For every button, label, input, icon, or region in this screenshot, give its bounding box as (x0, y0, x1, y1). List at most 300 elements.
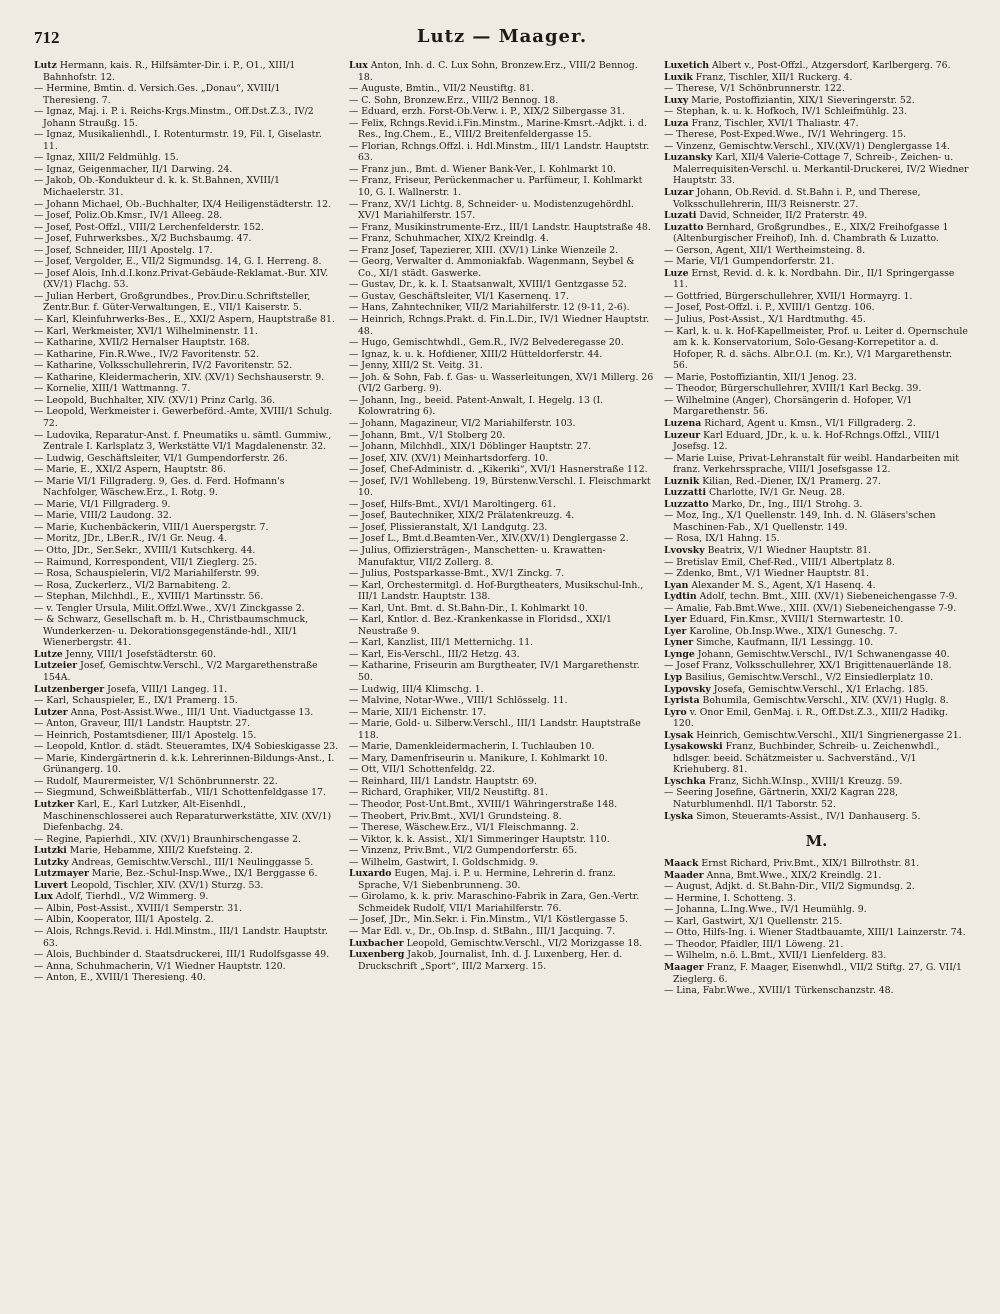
directory-entry (349, 938, 654, 950)
entry-details: — Karl, Kleinfuhrwerks-Bes., E., XXI/2 Aspern, Hauptstraße 81. (34, 314, 335, 326)
directory-entry (34, 707, 339, 719)
directory-entry (34, 660, 339, 683)
entry-details: Eduard, Fin.Kmsr., XVIII/1 Sternwartestr. 10. (686, 614, 904, 626)
entry-details: — Albin, Post-Assist., XVIII/1 Semperstr. 31. (34, 902, 243, 914)
entry-details: — Joh. & Sohn, Fab. f. Gas- u. Wasserleitungen, XV/1 Millerg. 26 (VI/2 Garberg. 9). (349, 371, 654, 395)
entry-details: — Lina, Fabr.Wwe., XVIII/1 Türkenschanzstr. 48. (664, 985, 894, 997)
entry-details: — Karl, Kanzlist, III/1 Metternichg. 11. (349, 637, 534, 649)
directory-entry (664, 187, 969, 210)
entry-details: Ernst, Revid. d. k. k. Nordbahn. Dir., II/1 Springergasse 11. (673, 267, 955, 291)
entry-details: — Alois, Rchngs.Revid. i. Hdl.Minstm., III/1 Landstr. Hauptstr. 63. (34, 926, 328, 949)
entry-details: — Ignaz, k. u. k. Hofdiener, XIII/2 Hütteldorferstr. 44. (349, 348, 603, 360)
entry-details: Basilius, Gemischtw.Verschl., V/2 Einsiedlerplatz 10. (682, 671, 934, 683)
entry-details: Charlotte, IV/1 Gr. Neug. 28. (706, 487, 845, 499)
entry-details: — Julius, Post-Assist., X/1 Hardtmuthg. 45. (664, 314, 866, 326)
directory-entry (34, 106, 339, 129)
entry-details: — Ludwig, III/4 Klimschg. 1. (349, 683, 484, 695)
directory-entry (349, 868, 654, 891)
directory-entry (34, 891, 339, 903)
entry-details: — Rosa, Schauspielerin, VI/2 Mariahilferstr. 99. (34, 568, 260, 580)
directory-entry (34, 903, 339, 915)
directory-entry (664, 950, 969, 962)
directory-entry (349, 279, 654, 291)
directory-entry (664, 395, 969, 418)
directory-entry (34, 83, 339, 106)
directory-entry (664, 152, 969, 187)
entry-details: — Wilhelmine (Anger), Chorsängerin d. Hofoper, V/1 Margarethenstr. 56. (664, 394, 913, 418)
entry-surname: Lynge (664, 648, 695, 660)
directory-entry (349, 360, 654, 372)
entry-details: — Karl, Unt. Bmt. d. St.Bahn-Dir., I. Kohlmarkt 10. (349, 602, 588, 614)
entry-details: — Leopold, Kntlor. d. städt. Steueramtes, IX/4 Sobieskigasse 23. (34, 741, 339, 753)
entry-details: Jenny, VIII/1 Josefstädterstr. 60. (62, 648, 216, 660)
directory-entry (664, 858, 969, 870)
directory-entry (664, 939, 969, 951)
directory-entry (349, 175, 654, 198)
directory-entry (34, 972, 339, 984)
directory-entry (664, 962, 969, 985)
entry-surname: Lutzky (34, 856, 69, 868)
entry-details: — Zdenko, Bmt., V/1 Wiedner Hauptstr. 81. (664, 568, 869, 580)
entry-details: — Johann, Magazineur, VI/2 Mariahilferstr. 103. (349, 417, 576, 429)
directory-entry (349, 141, 654, 164)
column-1 (34, 60, 339, 1300)
entry-details: — Josef, Poliz.Ob.Kmsr., IV/1 Alleeg. 28. (34, 210, 223, 222)
entry-surname: Lutzeier (34, 660, 78, 672)
directory-entry (34, 961, 339, 973)
entry-details: — Vinzenz, Gemischtw.Verschl., XIV.(XV/1) Denglergasse 14. (664, 140, 950, 152)
entry-details: — Karl, Schauspieler, E., IX/1 Pramerg. 15. (34, 695, 238, 707)
directory-entry (664, 245, 969, 257)
entry-details: — Josef, Plissieranstalt, X/1 Landgutg. 23. (349, 521, 548, 533)
directory-entry (349, 603, 654, 615)
directory-entry (34, 845, 339, 857)
directory-entry (34, 730, 339, 742)
entry-surname: Lysakowski (664, 741, 723, 753)
directory-entry (349, 314, 654, 337)
directory-entry (349, 418, 654, 430)
directory-entry (664, 660, 969, 672)
directory-entry (34, 695, 339, 707)
directory-entry (34, 510, 339, 522)
directory-entry (34, 233, 339, 245)
directory-entry (34, 568, 339, 580)
directory-entry (664, 95, 969, 107)
entry-details: David, Schneider, II/2 Praterstr. 49. (696, 210, 868, 222)
entry-surname: Lutze (34, 648, 63, 660)
entry-details: — & Schwarz, Gesellschaft m. b. H., Christbaumschmuck, Wunderkerzen- u. Dekorationsgegenstände-hdl., XII/1 Wienerbergstr. 41. (34, 614, 309, 649)
entry-details: Marie, Postoffiziantin, XIX/1 Sieveringerstr. 52. (688, 94, 915, 106)
entry-details: — Karl, Kntlor. d. Bez.-Krankenkasse in Floridsd., XXI/1 Neustraße 9. (349, 614, 612, 637)
entry-details: — Julian Herbert, Großgrundbes., Prov.Dir.u.Schriftsteller, Zentr.Bur. f. Güter-Verwaltungen, E., VII/1 Kaiserstr. 5. (34, 290, 311, 314)
directory-entry (664, 106, 969, 118)
directory-entry (34, 476, 339, 499)
entry-details: Adolf, Tierhdl., V/2 Wimmerg. 9. (52, 891, 209, 903)
entry-details: — Franz, Musikinstrumente-Erz., III/1 Landstr. Hauptstraße 48. (349, 221, 651, 233)
directory-entry (664, 510, 969, 533)
directory-entry (664, 614, 969, 626)
entry-details: Johann, Gemischtw.Verschl., IV/1 Schwanengasse 40. (694, 648, 950, 660)
entry-details: — C. Sohn, Bronzew.Erz., VIII/2 Bennog. 18. (349, 94, 559, 106)
entry-details: — Karl, k. u. k. Hof-Kapellmeister, Prof. u. Leiter d. Opernschule am k. k. Konservatorium, Solo-Gesang-Korrepetitor a. d. Hofoper, R. d. sächs. Albr.O.I. (m. Kr.), V/1 Margarethenstr. 56. (664, 325, 968, 372)
entry-details: — Therese, Post-Exped.Wwe., IV/1 Wehringerg. 15. (664, 129, 907, 141)
entry-details: Josefa, VIII/1 Langeg. 11. (104, 683, 228, 695)
entry-details: Johann, Ob.Revid. d. St.Bahn i. P., und Therese, Volksschullehrerin, III/3 Reisnerstr. 27. (673, 187, 921, 210)
directory-entry (34, 591, 339, 603)
entry-details: — Marie, Damenkleidermacherin, I. Tuchlauben 10. (349, 741, 595, 753)
entry-surname: Lyro (664, 706, 687, 718)
entry-surname: Luza (664, 117, 689, 129)
directory-entry (664, 672, 969, 684)
directory-entry (349, 256, 654, 279)
entry-details: Hermann, kais. R., Hilfsämter-Dir. i. P., O1., XIII/1 Bahnhofstr. 12. (43, 60, 296, 83)
entry-details: Franz, Sichh.W.Insp., XVIII/1 Kreuzg. 59. (705, 775, 903, 787)
entry-details: Andreas, Gemischtw.Verschl., III/1 Neulinggasse 5. (68, 856, 314, 868)
directory-entry (349, 118, 654, 141)
entry-surname: Luzzatti (664, 487, 706, 499)
entry-surname: Lutzenberger (34, 683, 105, 695)
directory-entry (349, 637, 654, 649)
entry-details: Bernhard, Großgrundbes., E., XIX/2 Freihofgasse 1 (Altenburgischer Freihof), Inh. d. Chambrath & Luzatto. (673, 221, 949, 245)
entry-surname: Luxbacher (349, 937, 404, 949)
entry-details: — Felix, Rchngs.Revid.i.Fin.Minstm., Marine-Kmsrt.-Adjkt. i. d. Res., Ing.Chem., E., VIII/2 Breitenfeldergasse 15. (349, 117, 647, 141)
directory-entry (664, 487, 969, 499)
directory-entry (34, 383, 339, 395)
directory-entry (349, 453, 654, 465)
directory-entry (664, 268, 969, 291)
directory-entry (664, 533, 969, 545)
entry-details: Anna, Bmt.Wwe., XIX/2 Kreindlg. 21. (703, 869, 882, 881)
entry-details: Marie, Bez.-Schul-Insp.Wwe., IX/1 Berggasse 6. (88, 868, 318, 880)
directory-entry (349, 914, 654, 926)
directory-entry (34, 776, 339, 788)
directory-entry (349, 60, 654, 83)
entry-details: Josef, Gemischtw.Verschl., V/2 Margarethenstraße 154A. (43, 660, 318, 683)
entry-details: — Florian, Rchngs.Offzl. i. Hdl.Minstm., III/1 Landstr. Hauptstr. 63. (349, 140, 650, 164)
directory-entry (664, 383, 969, 395)
entry-details: — Marie, VIII/2 Laudong. 32. (34, 510, 172, 522)
directory-entry (34, 926, 339, 949)
entry-details: — Marie, Gold- u. Silberw.Verschl., III/1 Landstr. Hauptstraße 118. (349, 718, 641, 741)
entry-details: — Johann, Bmt., V/1 Stolberg 20. (349, 429, 506, 441)
directory-entry (34, 614, 339, 649)
directory-entry (34, 545, 339, 557)
directory-entry (664, 695, 969, 707)
entry-details: — Marie Luise, Privat-Lehranstalt für weibl. Handarbeiten mit franz. Verkehrssprache, VIII/1 Josefsgasse 12. (664, 452, 960, 476)
directory-entry (349, 464, 654, 476)
entry-surname: Lvovsky (664, 544, 705, 556)
directory-entry (664, 83, 969, 95)
entry-details: — Josef L., Bmt.d.Beamten-Ver., XIV.(XV/1) Denglergasse 2. (349, 533, 629, 545)
entry-details: — Ignaz, Geigenmacher, II/1 Darwing. 24. (34, 163, 233, 175)
directory-entry (34, 880, 339, 892)
directory-entry (34, 857, 339, 869)
entry-surname: Lyer (664, 625, 687, 637)
entry-details: Franz, F. Maager, Eisenwhdl., VII/2 Stiftg. 27, G. VII/1 Zieglerg. 6. (673, 962, 962, 985)
entry-details: — Seering Josefine, Gärtnerin, XXI/2 Kagran 228, Naturblumenhdl. II/1 Taborstr. 52. (664, 787, 899, 810)
entry-details: — Karl, Eis-Verschl., III/2 Hetzg. 43. (349, 648, 520, 660)
directory-entry (34, 868, 339, 880)
entry-details: Jakob, Journalist, Inh. d. J. Luxenberg, Her. d. Druckschrift „Sport“, III/2 Marxerg. 15. (358, 949, 623, 972)
entry-details: — Josef, XIV. (XV/1) Meinhartsdorferg. 10. (349, 452, 549, 464)
entry-surname: Luxardo (349, 868, 392, 880)
entry-details: Marie, Hebamme, XIII/2 Kuefsteing. 2. (66, 845, 253, 857)
directory-entry (34, 291, 339, 314)
entry-details: — Theobert, Priv.Bmt., XVI/1 Grundsteing. 8. (349, 810, 562, 822)
entry-details: — Stephan, Milchhdl., E., XVIII/1 Martinsstr. 56. (34, 591, 264, 603)
page-header (34, 26, 970, 56)
entry-details: — Gottfried, Bürgerschullehrer, XVII/1 Hormayrg. 1. (664, 290, 913, 302)
entry-details: — Wilhelm, Gastwirt, I. Goldschmidg. 9. (349, 856, 539, 868)
entry-details: — Jenny, XIII/2 St. Veitg. 31. (349, 360, 483, 372)
running-title: Lutz — Maager. (416, 26, 588, 47)
directory-entry (34, 522, 339, 534)
entry-surname: Luxy (664, 94, 689, 106)
directory-entry (349, 845, 654, 857)
entry-details: — Rudolf, Maurermeister, V/1 Schönbrunnerstr. 22. (34, 775, 278, 787)
directory-entry (34, 245, 339, 257)
directory-entry (34, 787, 339, 799)
entry-details: — Viktor, k. k. Assist., XI/1 Simmeringer Hauptstr. 110. (349, 833, 610, 845)
directory-entry (349, 395, 654, 418)
directory-entry (349, 222, 654, 234)
directory-entry (34, 914, 339, 926)
entry-details: — Josef, IV/1 Wohllebeng. 19, Bürstenw.Verschl. I. Fleischmarkt 10. (349, 475, 651, 499)
entry-details: — Amalie, Fab.Bmt.Wwe., XIII. (XV/1) Siebeneichengasse 7-9. (664, 602, 957, 614)
entry-details: — Otto, JDr., Ser.Sekr., XVIII/1 Kutschkerg. 44. (34, 544, 256, 556)
entry-details: Heinrich, Gemischtw.Verschl., XII/1 Singrienergasse 21. (693, 729, 962, 741)
entry-details: Franz, Tischler, XVI/1 Thaliastr. 47. (688, 117, 859, 129)
directory-entry (34, 395, 339, 407)
directory-entry (349, 857, 654, 869)
directory-entry (349, 822, 654, 834)
directory-entry (349, 476, 654, 499)
directory-entry (34, 799, 339, 834)
directory-entry (34, 349, 339, 361)
entry-details: — Rosa, Zuckerlerz., VI/2 Barnabiteng. 2. (34, 579, 231, 591)
directory-entry (349, 811, 654, 823)
entry-details: — Theodor, Pfaidler, III/1 Löweng. 21. (664, 938, 844, 950)
directory-entry (664, 210, 969, 222)
entry-details: — Franz jun., Bmt. d. Wiener Bank-Ver., I. Kohlmarkt 10. (349, 163, 616, 175)
entry-surname: Lutzker (34, 799, 75, 810)
entry-details: — Raimund, Korrespondent, VII/1 Zieglerg. 25. (34, 556, 258, 568)
directory-entry (349, 949, 654, 972)
entry-details: — Wilhelm, n.ö. L.Bmt., XVII/1 Lienfelderg. 83. (664, 950, 887, 962)
entry-details: — Ignaz, Musikalienhdl., I. Rotenturmstr. 19, Fil. I, Giselastr. 11. (34, 129, 322, 152)
directory-entry (349, 233, 654, 245)
directory-entry (664, 256, 969, 268)
directory-entry (664, 314, 969, 326)
directory-entry (34, 649, 339, 661)
entry-details: — v. Tengler Ursula, Milit.Offzl.Wwe., XV/1 Zinckgasse 2. (34, 602, 305, 614)
entry-surname: Luzar (664, 187, 694, 199)
directory-entry (34, 464, 339, 476)
directory-entry (349, 718, 654, 741)
entry-details: Leopold, Gemischtw.Verschl., VI/2 Morizgasse 18. (403, 937, 643, 949)
directory-entry (349, 695, 654, 707)
entry-details: — Leopold, Werkmeister i. Gewerbeförd.-Amte, XVIII/1 Schulg. 72. (34, 406, 333, 429)
directory-entry (34, 406, 339, 429)
directory-entry (349, 649, 654, 661)
entry-details: Ernst Richard, Priv.Bmt., XIX/1 Billrothstr. 81. (698, 858, 920, 870)
entry-details: Anton, Inh. d. C. Lux Sohn, Bronzew.Erz., VIII/2 Bennog. 18. (358, 60, 638, 83)
directory-entry (34, 152, 339, 164)
directory-entry (349, 614, 654, 637)
directory-entry (349, 660, 654, 683)
entry-details: — Jakob, Ob.-Kondukteur d. k. k. St.Bahnen, XVIII/1 Michaelerstr. 31. (34, 175, 280, 199)
directory-entry (34, 741, 339, 753)
directory-entry (34, 453, 339, 465)
entry-surname: Lyska (664, 810, 694, 822)
entry-details: — Auguste, Bmtin., VII/2 Neustiftg. 81. (349, 83, 535, 95)
entry-details: Albert v., Post-Offzl., Atzgersdorf, Karlbergerg. 76. (709, 60, 951, 71)
directory-entry (34, 360, 339, 372)
directory-entry (664, 684, 969, 696)
entry-details: — Heinrich, Postamtsdiener, III/1 Apostelg. 15. (34, 729, 257, 741)
directory-entry (34, 372, 339, 384)
column-2 (349, 60, 654, 1300)
directory-entry (664, 476, 969, 488)
entry-details: — Franz Josef, Tapezierer, XIII. (XV/1) Linke Wienzeile 2. (349, 244, 619, 256)
entry-details: Karoline, Ob.Insp.Wwe., XIX/1 Guneschg. 7. (686, 625, 898, 637)
directory-entry (34, 175, 339, 198)
entry-surname: Luzena (664, 417, 702, 429)
entry-details: — Katharine, Kleidermacherin, XIV. (XV/1) Sechshauserstr. 9. (34, 371, 325, 383)
directory-entry (349, 83, 654, 95)
entry-details: — Therese, V/1 Schönbrunnerstr. 122. (664, 83, 845, 95)
entry-details: — Moritz, JDr., LBer.R., IV/1 Gr. Neug. 4. (34, 533, 228, 545)
entry-details: — Bretislav Emil, Chef-Red., VIII/1 Albertplatz 8. (664, 556, 895, 568)
directory-entry (664, 649, 969, 661)
entry-surname: Luxik (664, 71, 693, 83)
entry-surname: Maader (664, 869, 704, 881)
entry-details: — Josef Franz, Volksschullehrer, XX/1 Brigittenauerlände 18. (664, 660, 952, 672)
entry-details: Simche, Kaufmann, II/1 Lessingg. 10. (693, 637, 874, 649)
directory-entry (664, 118, 969, 130)
directory-entry (349, 926, 654, 938)
entry-surname: Lyan (664, 579, 689, 591)
entry-surname: Luzatto (664, 221, 704, 233)
entry-details: — Marie, Postoffiziantin, XII/1 Jenog. 23. (664, 371, 857, 383)
directory-entry (664, 870, 969, 882)
directory-entry (664, 72, 969, 84)
directory-entry (664, 418, 969, 430)
entry-surname: Lutzki (34, 845, 67, 857)
entry-surname: Lyschka (664, 775, 706, 787)
entry-details: — Leopold, Buchhalter, XIV. (XV/1) Prinz Carlg. 36. (34, 394, 276, 406)
directory-entry (664, 326, 969, 372)
directory-entry (349, 753, 654, 765)
entry-details: — Josef, Schneider, III/1 Apostelg. 17. (34, 244, 213, 256)
entry-details: — Hermine, Bmtin. d. Versich.Ges. „Donau“, XVIII/1 Theresieng. 7. (34, 83, 281, 106)
entry-surname: Lyner (664, 637, 694, 649)
directory-entry (664, 741, 969, 776)
directory-entry (349, 707, 654, 719)
directory-entry (34, 337, 339, 349)
directory-entry (349, 291, 654, 303)
directory-entry (349, 533, 654, 545)
directory-entry (349, 349, 654, 361)
directory-entry (664, 453, 969, 476)
entry-details: Beatrix, V/1 Wiedner Hauptstr. 81. (704, 544, 872, 556)
directory-entry (349, 372, 654, 395)
directory-entry (34, 222, 339, 234)
entry-details: Josefa, Gemischtw.Verschl., X/1 Erlachg. 185. (710, 683, 929, 695)
column-3 (664, 60, 969, 1300)
entry-details: — Josef, Hilfs-Bmt., XVI/1 Maroltingerg. 61. (349, 498, 556, 510)
directory-entry (34, 718, 339, 730)
directory-entry (34, 580, 339, 592)
directory-entry (664, 591, 969, 603)
entry-details: — Malvine, Notar-Wwe., VIII/1 Schlösselg. 11. (349, 695, 568, 707)
directory-entry (34, 268, 339, 291)
directory-entry (34, 753, 339, 776)
entry-details: — Gerson, Agent, XII/1 Wertheimsteing. 8. (664, 244, 866, 256)
directory-entry (349, 834, 654, 846)
entry-surname: Lypovsky (664, 683, 711, 695)
directory-entry (664, 430, 969, 453)
entry-details: — Hermine, I. Schotteng. 3. (664, 892, 796, 904)
entry-details: — Ignaz, XIII/2 Feldmühlg. 15. (34, 152, 179, 164)
entry-details: — Josef, JDr., Min.Sekr. i. Fin.Minstm., VI/1 Köstlergasse 5. (349, 914, 629, 926)
entry-details: — Vinzenz, Priv.Bmt., VI/2 Gumpendorferstr. 65. (349, 845, 578, 857)
entry-surname: Maack (664, 858, 699, 870)
entry-details: — Julius, Postsparkasse-Bmt., XV/1 Zinckg. 7. (349, 568, 565, 580)
entry-details: — Karl, Werkmeister, XVI/1 Wilhelminenstr. 11. (34, 325, 258, 337)
entry-details: — Otto, Hilfs-Ing. i. Wiener Stadtbauamte, XIII/1 Lainzerstr. 74. (664, 927, 966, 939)
entry-details: — Josef, Vergolder, E., VII/2 Sigmundsg. 14, G. I. Herreng. 8. (34, 256, 322, 268)
directory-entry (664, 730, 969, 742)
entry-surname: Luxetich (664, 60, 709, 71)
entry-surname: Luzati (664, 210, 697, 222)
directory-entry (34, 603, 339, 615)
entry-details: — Katharine, Volksschullehrerin, IV/2 Favoritenstr. 52. (34, 360, 293, 372)
entry-surname: Lysak (664, 729, 694, 741)
directory-entry (664, 603, 969, 615)
entry-details: Richard, Agent u. Kmsn., VI/1 Fillgraderg. 2. (701, 417, 916, 429)
entry-surname: Lux (349, 60, 368, 71)
entry-surname: Lux (34, 891, 53, 903)
entry-details: Franz, Tischler, XII/1 Ruckerg. 4. (692, 71, 853, 83)
directory-entry (349, 787, 654, 799)
entry-surname: Luxenberg (349, 949, 405, 961)
entry-surname: Lutz (34, 60, 57, 71)
entry-surname: Luzansky (664, 152, 713, 164)
entry-details: — Franz, XV/1 Lichtg. 8, Schneider- u. Modistenzugehördhl. XV/1 Mariahilferstr. 157. (349, 198, 634, 222)
entry-details: — Heinrich, Rchngs.Prakt. d. Fin.L.Dir., IV/1 Wiedner Hauptstr. 48. (349, 314, 650, 337)
entry-details: — Regine, Papierhdl., XIV. (XV/1) Braunhirschengasse 2. (34, 833, 302, 845)
directory-entry (34, 60, 339, 83)
directory-entry (34, 684, 339, 696)
directory-entry (349, 302, 654, 314)
entry-surname: Lutzmayer (34, 868, 89, 880)
directory-entry (664, 291, 969, 303)
directory-entry (349, 510, 654, 522)
directory-entry (664, 776, 969, 788)
directory-entry (349, 337, 654, 349)
entry-details: Simon, Steueramts-Assist., IV/1 Danhauserg. 5. (693, 810, 921, 822)
entry-details: — Katharine, Fin.R.Wwe., IV/2 Favoritenstr. 52. (34, 348, 259, 360)
directory-entry (349, 891, 654, 914)
directory-entry (349, 568, 654, 580)
entry-details: Franz, Buchbinder, Schreib- u. Zeichenwhdl., hdlsger. beeid. Schätzmeister u. Sachverständ., V/1 Kriehuberg. 81. (673, 741, 940, 776)
directory-entry (664, 580, 969, 592)
entry-details: — Ott, VII/1 Schottenfeldg. 22. (349, 764, 495, 776)
entry-details: — Marie, VI/1 Fillgraderg. 9. (34, 498, 171, 510)
entry-details: Kilian, Red.-Diener, IX/1 Pramerg. 27. (699, 475, 881, 487)
directory-entry (664, 545, 969, 557)
